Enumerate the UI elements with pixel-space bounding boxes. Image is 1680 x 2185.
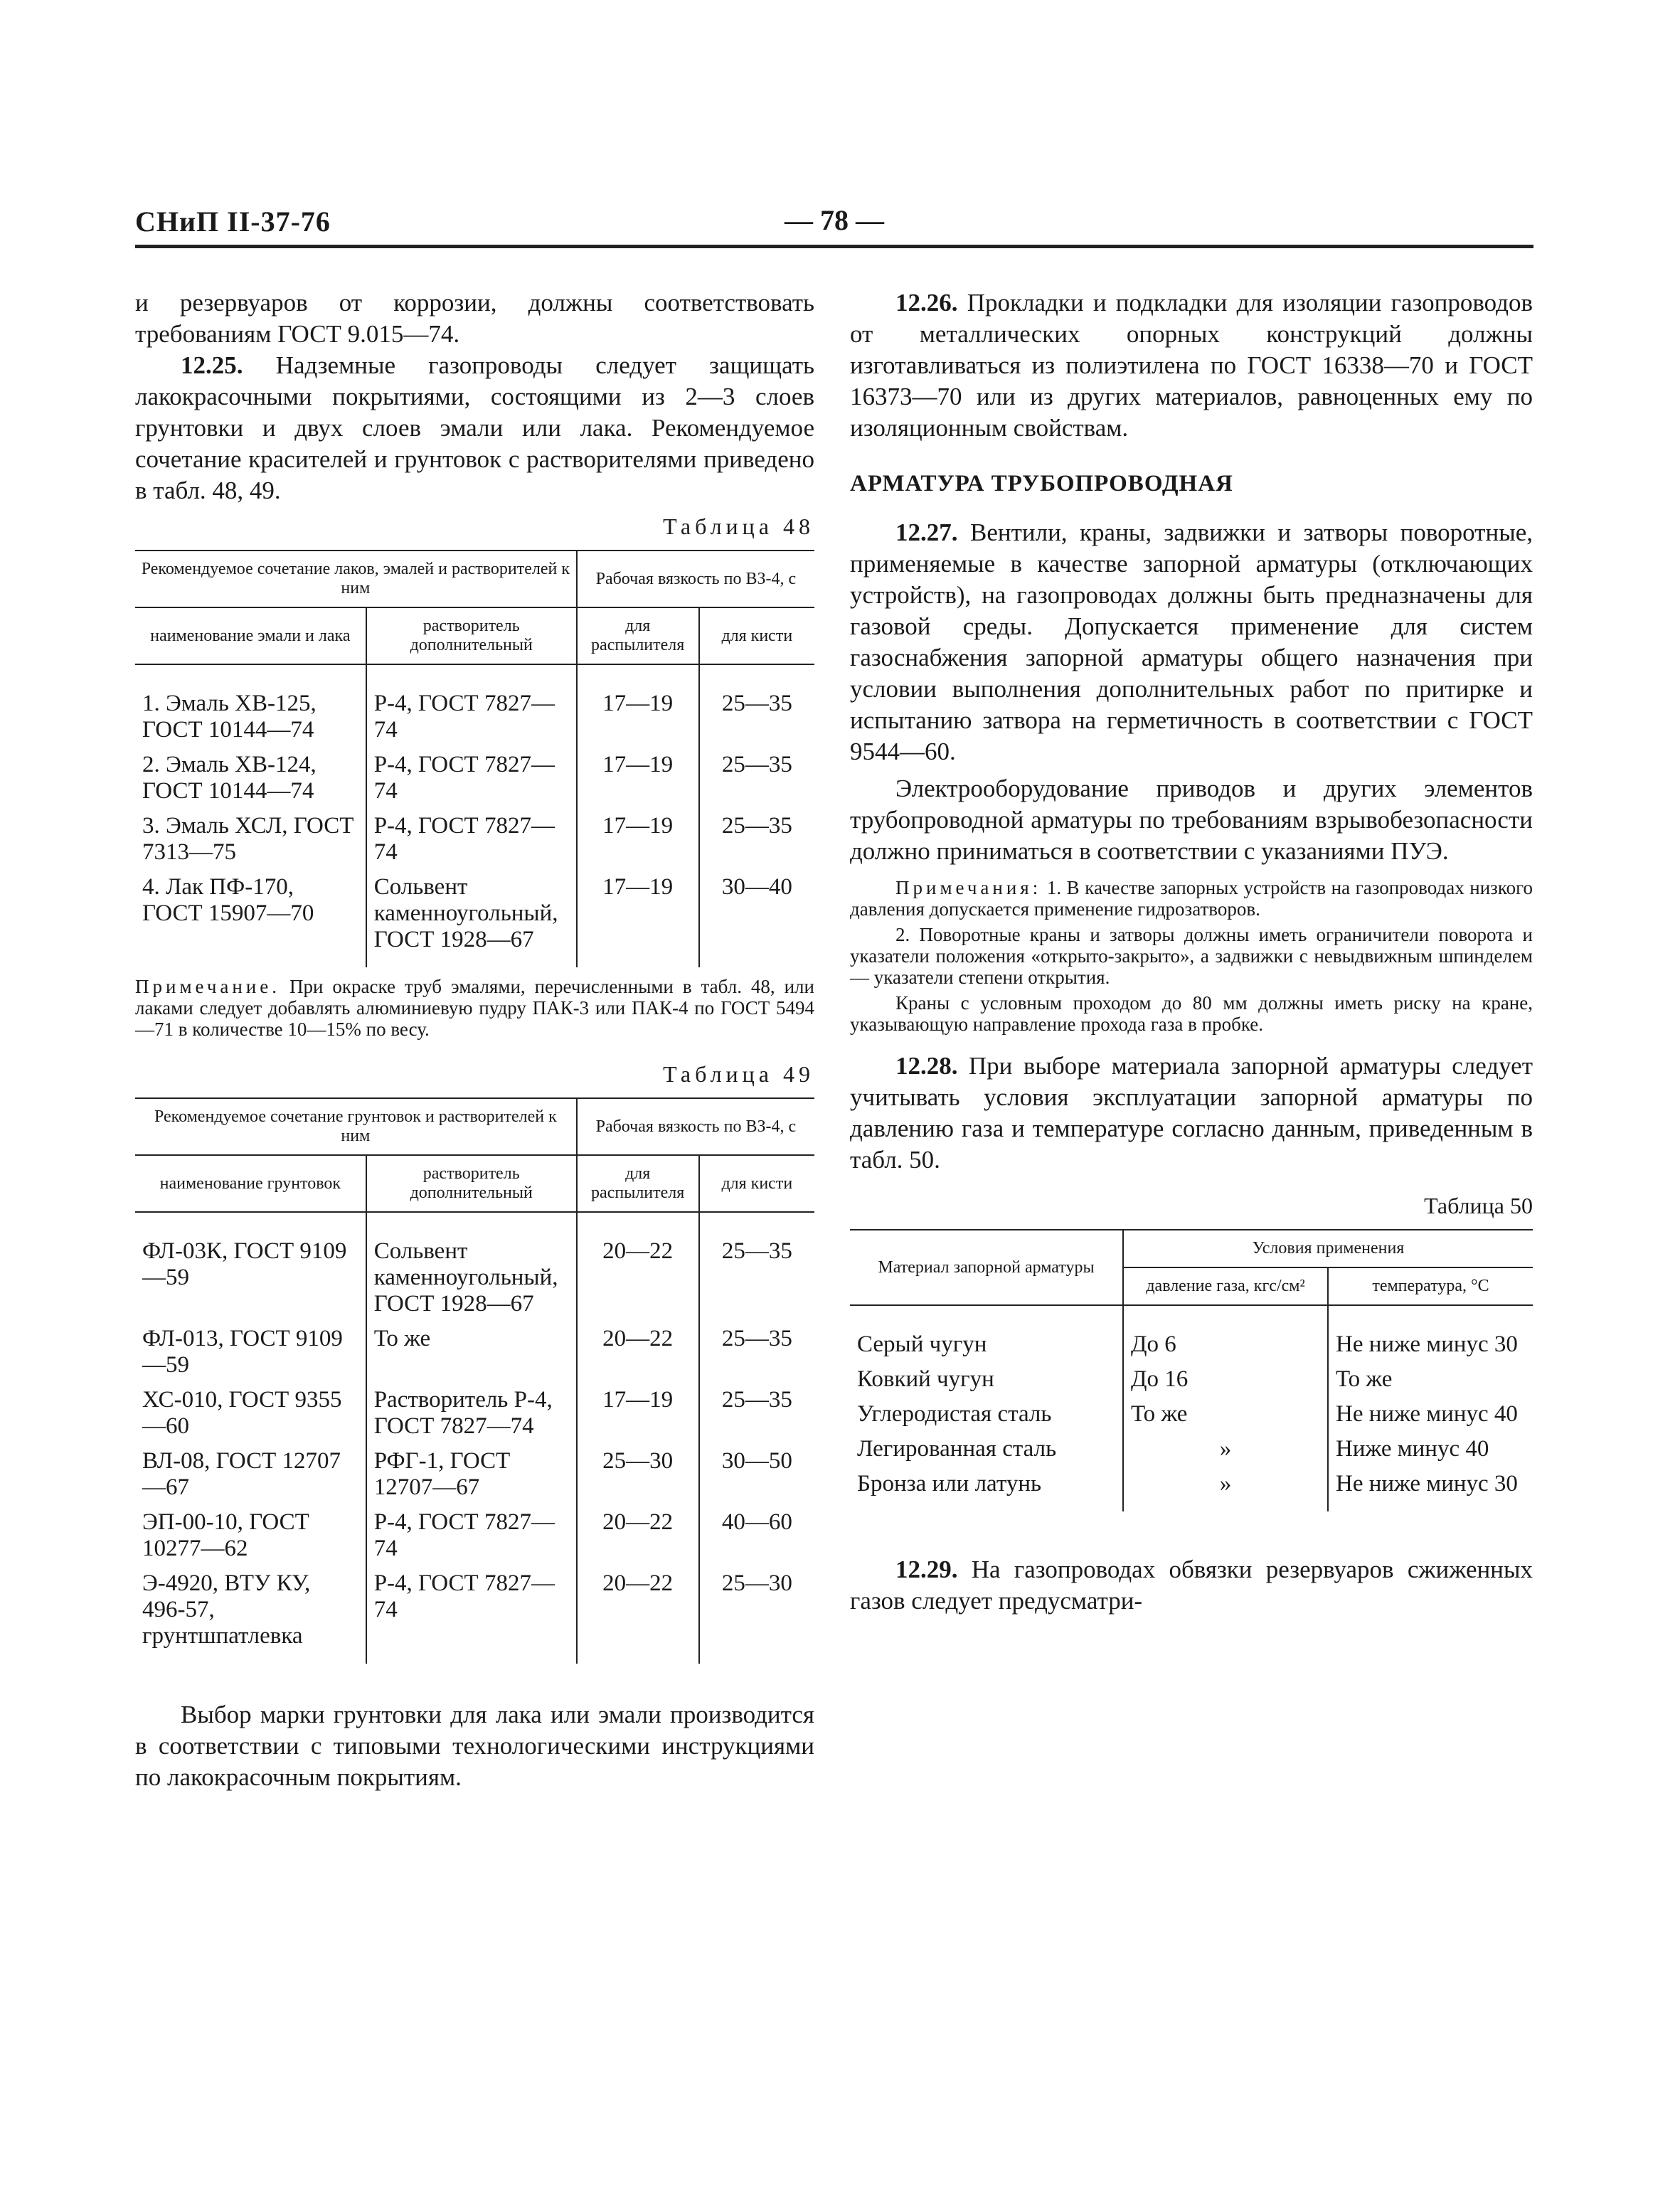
paragraph-12-25 <box>135 350 814 506</box>
clause-number: 12.25. <box>181 351 243 379</box>
notes-label: Примечания: <box>895 877 1042 898</box>
page-header <box>135 198 1533 243</box>
table-cell: РФГ-1, ГОСТ 12707—67 <box>366 1444 577 1505</box>
table-48-viscosity-header: Рабочая вязкость по ВЗ-4, с <box>577 551 814 607</box>
left-column <box>135 287 814 1793</box>
table-cell: То же <box>1123 1397 1328 1432</box>
table-cell: 40—60 <box>721 1509 792 1535</box>
table-cell: Р-4, ГОСТ 7827—74 <box>366 1566 577 1664</box>
table-row <box>135 1212 814 1322</box>
table-50-col-pressure: давление газа, кгс/см² <box>1123 1267 1328 1305</box>
clause-number: 12.27. <box>895 519 958 546</box>
table-cell: 3. Эмаль ХСЛ, ГОСТ 7313—75 <box>135 809 366 870</box>
table-cell: Р-4, ГОСТ 7827—74 <box>366 1505 577 1566</box>
table-cell: Р-4, ГОСТ 7827—74 <box>366 809 577 870</box>
table-50 <box>850 1229 1533 1511</box>
table-48-caption: Таблица 48 <box>663 514 814 539</box>
table-cell: Р-4, ГОСТ 7827—74 <box>366 664 577 748</box>
table-cell: ХС-010, ГОСТ 9355—60 <box>135 1383 366 1444</box>
table-cell: ФЛ-013, ГОСТ 9109—59 <box>135 1322 366 1383</box>
table-cell: 25—30 <box>577 1444 699 1505</box>
note-text: При окраске труб эмалями, перечисленными в табл. 48, или лаками следует добавлять алюминиевую пудру ПАК-3 или ПАК-4 по ГОСТ 5494—71 в количестве 10—15% по весу. <box>135 976 814 1040</box>
table-row <box>850 1362 1533 1397</box>
table-cell: Углеродистая сталь <box>850 1397 1123 1432</box>
table-cell: До 6 <box>1123 1305 1328 1362</box>
table-48-note <box>135 976 814 1040</box>
table-cell: 20—22 <box>577 1566 699 1664</box>
table-cell: 1. Эмаль ХВ-125, ГОСТ 10144—74 <box>135 664 366 748</box>
table-49-col-brush: для кисти <box>699 1155 814 1212</box>
table-row <box>850 1305 1533 1362</box>
table-cell: До 16 <box>1123 1362 1328 1397</box>
table-cell: Серый чугун <box>850 1305 1123 1362</box>
clause-text: Вентили, краны, задвижки и затворы поворотные, применяемые в качестве запорной арматуры (отключающих устройств), на газопроводах должны быть предназначены для газовой среды. Допускается применение для систем газоснабжения запорной арматуры общего назначения при условии выполнения дополнительных работ по притирке и испытанию затвора на герметичность в соответствии с ГОСТ 9544—60. <box>850 519 1533 765</box>
right-column <box>850 287 1533 1617</box>
table-cell: Сольвент каменноугольный, ГОСТ 1928—67 <box>366 870 577 967</box>
clause-number: 12.29. <box>895 1556 958 1583</box>
table-cell: Сольвент каменноугольный, ГОСТ 1928—67 <box>366 1212 577 1322</box>
table-cell: Не ниже минус 30 <box>1336 1471 1518 1496</box>
table-49-col-name: наименование грунтовок <box>135 1155 366 1212</box>
table-48-group-header: Рекомендуемое сочетание лаков, эмалей и растворителей к ним <box>135 551 577 607</box>
table-cell: » <box>1123 1467 1328 1511</box>
table-cell: Растворитель Р-4, ГОСТ 7827—74 <box>366 1383 577 1444</box>
table-cell: Ниже минус 40 <box>1336 1436 1489 1462</box>
note-1: 1. В качестве запорных устройств на газопроводах низкого давления допускается применение гидрозатворов. <box>850 877 1533 920</box>
document-code: СНиП II-37-76 <box>135 206 331 238</box>
table-cell: 25—35 <box>721 691 792 716</box>
table-cell: 2. Эмаль ХВ-124, ГОСТ 10144—74 <box>135 748 366 809</box>
table-cell: 30—40 <box>721 874 792 900</box>
page-number: — 78 — <box>785 204 884 236</box>
notes-block <box>850 877 1533 920</box>
table-cell: 20—22 <box>577 1212 699 1322</box>
table-row <box>135 1444 814 1505</box>
table-row <box>850 1432 1533 1467</box>
table-cell: Р-4, ГОСТ 7827—74 <box>366 748 577 809</box>
table-row <box>850 1467 1533 1511</box>
header-rule <box>135 245 1533 248</box>
table-48 <box>135 550 814 967</box>
table-cell: 20—22 <box>577 1505 699 1566</box>
table-cell: Не ниже минус 40 <box>1336 1401 1518 1427</box>
paragraph-primer-choice: Выбор марки грунтовки для лака или эмали производится в соответствии с типовыми технологическими инструкциями по лакокрасочным покрытиям. <box>135 1701 814 1791</box>
table-cell: 17—19 <box>577 809 699 870</box>
table-row <box>135 664 814 748</box>
table-cell: 25—35 <box>721 1238 792 1264</box>
table-cell: 17—19 <box>577 870 699 967</box>
table-cell: Не ниже минус 30 <box>1336 1331 1518 1357</box>
clause-text: Надземные газопроводы следует защищать лакокрасочными покрытиями, состоящими из 2—3 слоев грунтовки и двух слоев эмали или лака. Рекомендуемое сочетание красителей и грунтовок с растворителями приведено в табл. 48, 49. <box>135 351 814 504</box>
paragraph-continuation: и резервуаров от коррозии, должны соответствовать требованиям ГОСТ 9.015—74. <box>135 289 814 348</box>
table-cell: 17—19 <box>577 748 699 809</box>
table-50-col-material: Материал запорной арматуры <box>850 1230 1123 1305</box>
table-row <box>135 1566 814 1664</box>
table-48-col-solvent: растворитель дополнительный <box>366 607 577 664</box>
table-cell: 17—19 <box>577 664 699 748</box>
table-cell: Ковкий чугун <box>850 1362 1123 1397</box>
note-3: Краны с условным проходом до 80 мм должны иметь риску на кране, указывающую направление прохода газа в пробке. <box>850 992 1533 1035</box>
paragraph-12-28 <box>850 1051 1533 1176</box>
paragraph-12-27 <box>850 517 1533 767</box>
table-cell: Э-4920, ВТУ КУ, 496-57, грунтшпатлевка <box>135 1566 366 1664</box>
clause-text: При выборе материала запорной арматуры следует учитывать условия эксплуатации запорной арматуры по давлению газа и температуре согласно данным, приведенным в табл. 50. <box>850 1052 1533 1174</box>
paragraph-12-26 <box>850 287 1533 444</box>
table-row <box>135 1383 814 1444</box>
table-48-col-brush: для кисти <box>699 607 814 664</box>
clause-text: Прокладки и подкладки для изоляции газопроводов от металлических опорных конструкций должны изготавливаться из полиэтилена по ГОСТ 16338—70 и ГОСТ 16373—70 или из других материалов, равноценных ему по изоляционным свойствам. <box>850 289 1533 442</box>
table-cell: Легированная сталь <box>850 1432 1123 1467</box>
table-cell: ЭП-00-10, ГОСТ 10277—62 <box>135 1505 366 1566</box>
clause-text: На газопроводах обвязки резервуаров сжиженных газов следует предусматри- <box>850 1556 1533 1615</box>
table-cell: 20—22 <box>577 1322 699 1383</box>
table-49-viscosity-header: Рабочая вязкость по ВЗ-4, с <box>577 1098 814 1155</box>
table-row <box>135 809 814 870</box>
clause-number: 12.28. <box>895 1052 958 1080</box>
table-cell: 17—19 <box>577 1383 699 1444</box>
table-49 <box>135 1097 814 1664</box>
table-cell: 25—35 <box>721 752 792 777</box>
table-48-col-name: наименование эмали и лака <box>135 607 366 664</box>
table-row <box>135 1505 814 1566</box>
table-49-col-solvent: растворитель дополнительный <box>366 1155 577 1212</box>
table-row <box>850 1397 1533 1432</box>
table-cell: 25—35 <box>721 1326 792 1351</box>
table-cell: ФЛ-03К, ГОСТ 9109—59 <box>135 1212 366 1322</box>
table-cell: То же <box>366 1322 577 1383</box>
paragraph-12-29 <box>850 1554 1533 1617</box>
table-48-col-spray: для распылителя <box>577 607 699 664</box>
table-cell: 30—50 <box>721 1448 792 1474</box>
table-row <box>135 870 814 967</box>
table-49-group-header: Рекомендуемое сочетание грунтовок и растворителей к ним <box>135 1098 577 1155</box>
note-2: 2. Поворотные краны и затворы должны иметь ограничители поворота и указатели положения «открыто-закрыто», а задвижки с невыдвижным шпинделем — указатели степени открытия. <box>850 924 1533 988</box>
table-49-caption: Таблица 49 <box>663 1061 814 1087</box>
table-cell: ВЛ-08, ГОСТ 12707—67 <box>135 1444 366 1505</box>
section-heading: АРМАТУРА ТРУБОПРОВОДНАЯ <box>850 471 1233 496</box>
paragraph-electrical: Электрооборудование приводов и других элементов трубопроводной арматуры по требованиям взрывобезопасности должно приниматься в соответствии с указаниями ПУЭ. <box>850 775 1533 865</box>
note-label: Примечание. <box>135 976 281 997</box>
table-cell: Бронза или латунь <box>850 1467 1123 1511</box>
table-49-col-spray: для распылителя <box>577 1155 699 1212</box>
table-row <box>135 748 814 809</box>
table-cell: То же <box>1336 1366 1393 1392</box>
table-50-col-temp: температура, °С <box>1328 1267 1533 1305</box>
table-row <box>135 1322 814 1383</box>
table-cell: 25—30 <box>721 1570 792 1596</box>
table-50-caption: Таблица 50 <box>1424 1193 1533 1218</box>
table-cell: 4. Лак ПФ-170, ГОСТ 15907—70 <box>135 870 366 967</box>
table-cell: 25—35 <box>721 813 792 839</box>
table-50-group-header: Условия применения <box>1123 1230 1533 1267</box>
clause-number: 12.26. <box>895 289 958 317</box>
table-cell: 25—35 <box>721 1387 792 1413</box>
table-cell: » <box>1123 1432 1328 1467</box>
